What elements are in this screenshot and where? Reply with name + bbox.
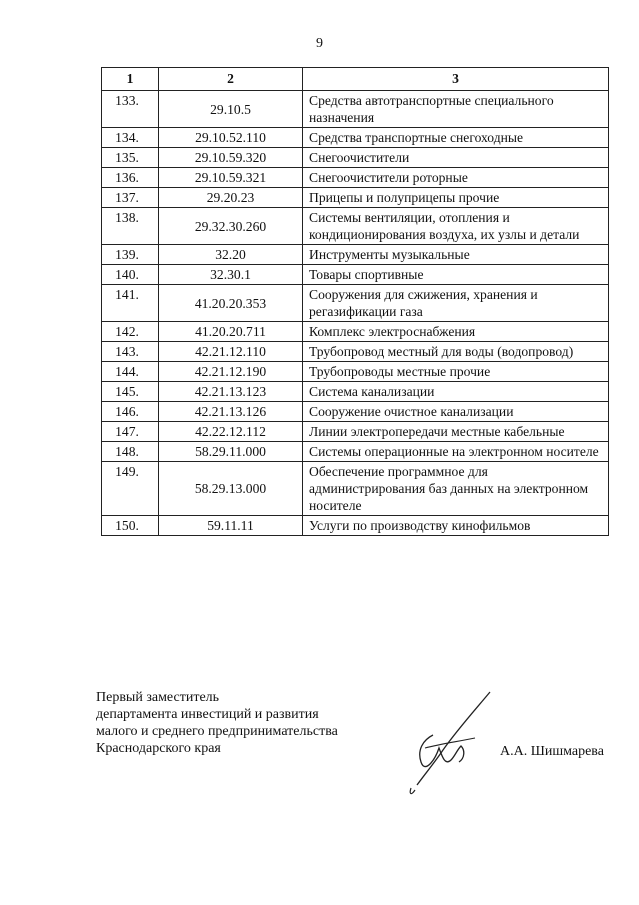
handwritten-signature <box>395 690 495 800</box>
item-name: Снегоочистители роторные <box>303 168 609 188</box>
item-name: Комплекс электроснабжения <box>303 322 609 342</box>
column-header: 2 <box>159 68 303 91</box>
table-row <box>102 342 609 362</box>
okpd-code: 42.21.12.110 <box>159 342 303 362</box>
table-row <box>102 188 609 208</box>
okpd-code: 32.20 <box>159 245 303 265</box>
item-name: Инструменты музыкальные <box>303 245 609 265</box>
table-row <box>102 91 609 128</box>
okpd-code: 29.10.52.110 <box>159 128 303 148</box>
signer-title-line: департамента инвестиций и развития <box>96 707 319 722</box>
row-number: 143. <box>102 342 159 362</box>
item-name: Системы вентиляции, отопления и кондиционирования воздуха, их узлы и детали <box>303 208 609 245</box>
table-header-row <box>102 68 609 91</box>
column-header: 3 <box>303 68 609 91</box>
item-name: Системы операционные на электронном носителе <box>303 442 609 462</box>
table-row <box>102 285 609 322</box>
item-name: Сооружения для сжижения, хранения и регазификации газа <box>303 285 609 322</box>
row-number: 145. <box>102 382 159 402</box>
row-number: 139. <box>102 245 159 265</box>
okpd-code: 29.10.5 <box>159 91 303 128</box>
item-name: Обеспечение программное для администрирования баз данных на электронном носителе <box>303 462 609 516</box>
item-name: Товары спортивные <box>303 265 609 285</box>
okpd-code: 58.29.11.000 <box>159 442 303 462</box>
table-row <box>102 442 609 462</box>
row-number: 149. <box>102 462 159 516</box>
signer-title-line: малого и среднего предпринимательства <box>96 724 338 739</box>
signer-title-line: Краснодарского края <box>96 741 221 756</box>
classifier-table <box>101 67 609 536</box>
row-number: 150. <box>102 516 159 536</box>
row-number: 144. <box>102 362 159 382</box>
table-row <box>102 208 609 245</box>
okpd-code: 29.10.59.321 <box>159 168 303 188</box>
okpd-code: 41.20.20.711 <box>159 322 303 342</box>
item-name: Прицепы и полуприцепы прочие <box>303 188 609 208</box>
item-name: Линии электропередачи местные кабельные <box>303 422 609 442</box>
row-number: 135. <box>102 148 159 168</box>
row-number: 136. <box>102 168 159 188</box>
row-number: 142. <box>102 322 159 342</box>
row-number: 134. <box>102 128 159 148</box>
table-row <box>102 168 609 188</box>
okpd-code: 32.30.1 <box>159 265 303 285</box>
okpd-code: 29.10.59.320 <box>159 148 303 168</box>
table-row <box>102 362 609 382</box>
okpd-code: 59.11.11 <box>159 516 303 536</box>
item-name: Средства транспортные снегоходные <box>303 128 609 148</box>
item-name: Трубопроводы местные прочие <box>303 362 609 382</box>
item-name: Услуги по производству кинофильмов <box>303 516 609 536</box>
item-name: Трубопровод местный для воды (водопровод) <box>303 342 609 362</box>
table-row <box>102 322 609 342</box>
okpd-code: 29.32.30.260 <box>159 208 303 245</box>
table-row <box>102 245 609 265</box>
row-number: 137. <box>102 188 159 208</box>
table-row <box>102 382 609 402</box>
column-header: 1 <box>102 68 159 91</box>
signer-name: А.А. Шишмарева <box>500 744 604 759</box>
okpd-code: 42.22.12.112 <box>159 422 303 442</box>
table-row <box>102 422 609 442</box>
table-row <box>102 516 609 536</box>
okpd-code: 42.21.13.126 <box>159 402 303 422</box>
item-name: Сооружение очистное канализации <box>303 402 609 422</box>
row-number: 138. <box>102 208 159 245</box>
signer-title-line: Первый заместитель <box>96 690 220 705</box>
okpd-code: 58.29.13.000 <box>159 462 303 516</box>
row-number: 141. <box>102 285 159 322</box>
signature-block <box>96 689 338 757</box>
table-row <box>102 462 609 516</box>
item-name: Снегоочистители <box>303 148 609 168</box>
table-row <box>102 265 609 285</box>
row-number: 147. <box>102 422 159 442</box>
row-number: 146. <box>102 402 159 422</box>
page-number: 9 <box>316 36 323 51</box>
okpd-code: 42.21.13.123 <box>159 382 303 402</box>
okpd-code: 41.20.20.353 <box>159 285 303 322</box>
item-name: Средства автотранспортные специального назначения <box>303 91 609 128</box>
row-number: 133. <box>102 91 159 128</box>
table-row <box>102 402 609 422</box>
row-number: 140. <box>102 265 159 285</box>
table-row <box>102 128 609 148</box>
table-row <box>102 148 609 168</box>
okpd-code: 42.21.12.190 <box>159 362 303 382</box>
row-number: 148. <box>102 442 159 462</box>
okpd-code: 29.20.23 <box>159 188 303 208</box>
item-name: Система канализации <box>303 382 609 402</box>
